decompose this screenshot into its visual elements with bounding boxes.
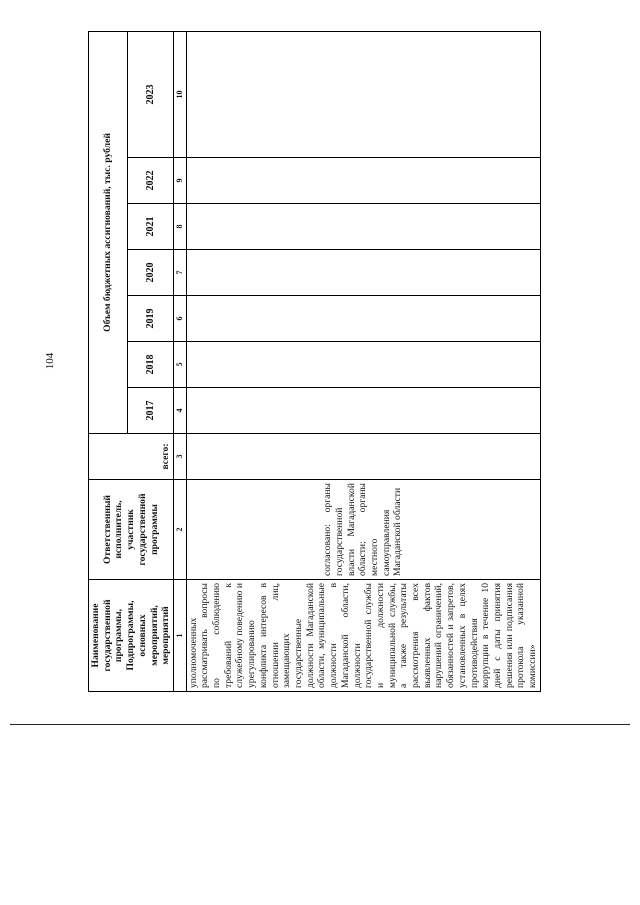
header-year-2022: 2022 [128, 158, 174, 204]
header-year-2019: 2019 [128, 296, 174, 342]
column-number: 2 [173, 480, 186, 580]
table-row [186, 31, 540, 691]
column-number: 5 [173, 342, 186, 388]
header-year-2020: 2020 [128, 250, 174, 296]
header-year-2018: 2018 [128, 342, 174, 388]
column-number-row [173, 31, 186, 691]
column-number: 3 [173, 434, 186, 480]
header-budget-group: Объем бюджетных ассигнований, тыс. рублей [89, 31, 128, 433]
column-number: 7 [173, 250, 186, 296]
row-value-2018 [186, 342, 540, 388]
header-year-2023: 2023 [128, 31, 174, 157]
header-total-label: всего: [160, 443, 172, 470]
header-executor: Ответственный исполнитель, участник государственной программы [89, 480, 174, 580]
column-number: 1 [173, 580, 186, 692]
row-name-cell: уполномоченных рассматривать вопросы по соблюдению требований к служебному поведению и урегулированию конфликта интересов в отношении лиц, замещающих государственные должности Магаданской области, муниципальные должности в Магаданской области, должности государственной службы и должности муниципальной службы, а также результаты рассмотрения всех выявленных фактов нарушений ограничений, обязанностей и запретов, установленных в целях противодействия коррупции в течение 10 дней с даты принятия решения или подписания протокола указанной комиссии» [186, 580, 540, 692]
row-executor-cell: согласовано: органы государственной власти Магаданской области; органы местного самоуправления Магаданской области [186, 480, 540, 580]
row-value-2019 [186, 296, 540, 342]
header-year-2021: 2021 [128, 204, 174, 250]
column-number: 10 [173, 31, 186, 157]
row-total-cell [186, 434, 540, 480]
column-number: 8 [173, 204, 186, 250]
row-value-2017 [186, 388, 540, 434]
footer-rule [10, 724, 630, 725]
rotated-table-inner [88, 32, 604, 692]
header-name: Наименование государственной программы, Подпрограммы, основных мероприятий, мероприятий [89, 580, 174, 692]
page-number: 104 [44, 352, 56, 370]
column-number: 6 [173, 296, 186, 342]
row-value-2021 [186, 204, 540, 250]
column-number: 9 [173, 158, 186, 204]
row-value-2023 [186, 31, 540, 157]
row-value-2020 [186, 250, 540, 296]
header-total-spacer [89, 434, 174, 480]
column-number: 4 [173, 388, 186, 434]
row-value-2022 [186, 158, 540, 204]
header-year-2017: 2017 [128, 388, 174, 434]
budget-table [88, 31, 541, 692]
